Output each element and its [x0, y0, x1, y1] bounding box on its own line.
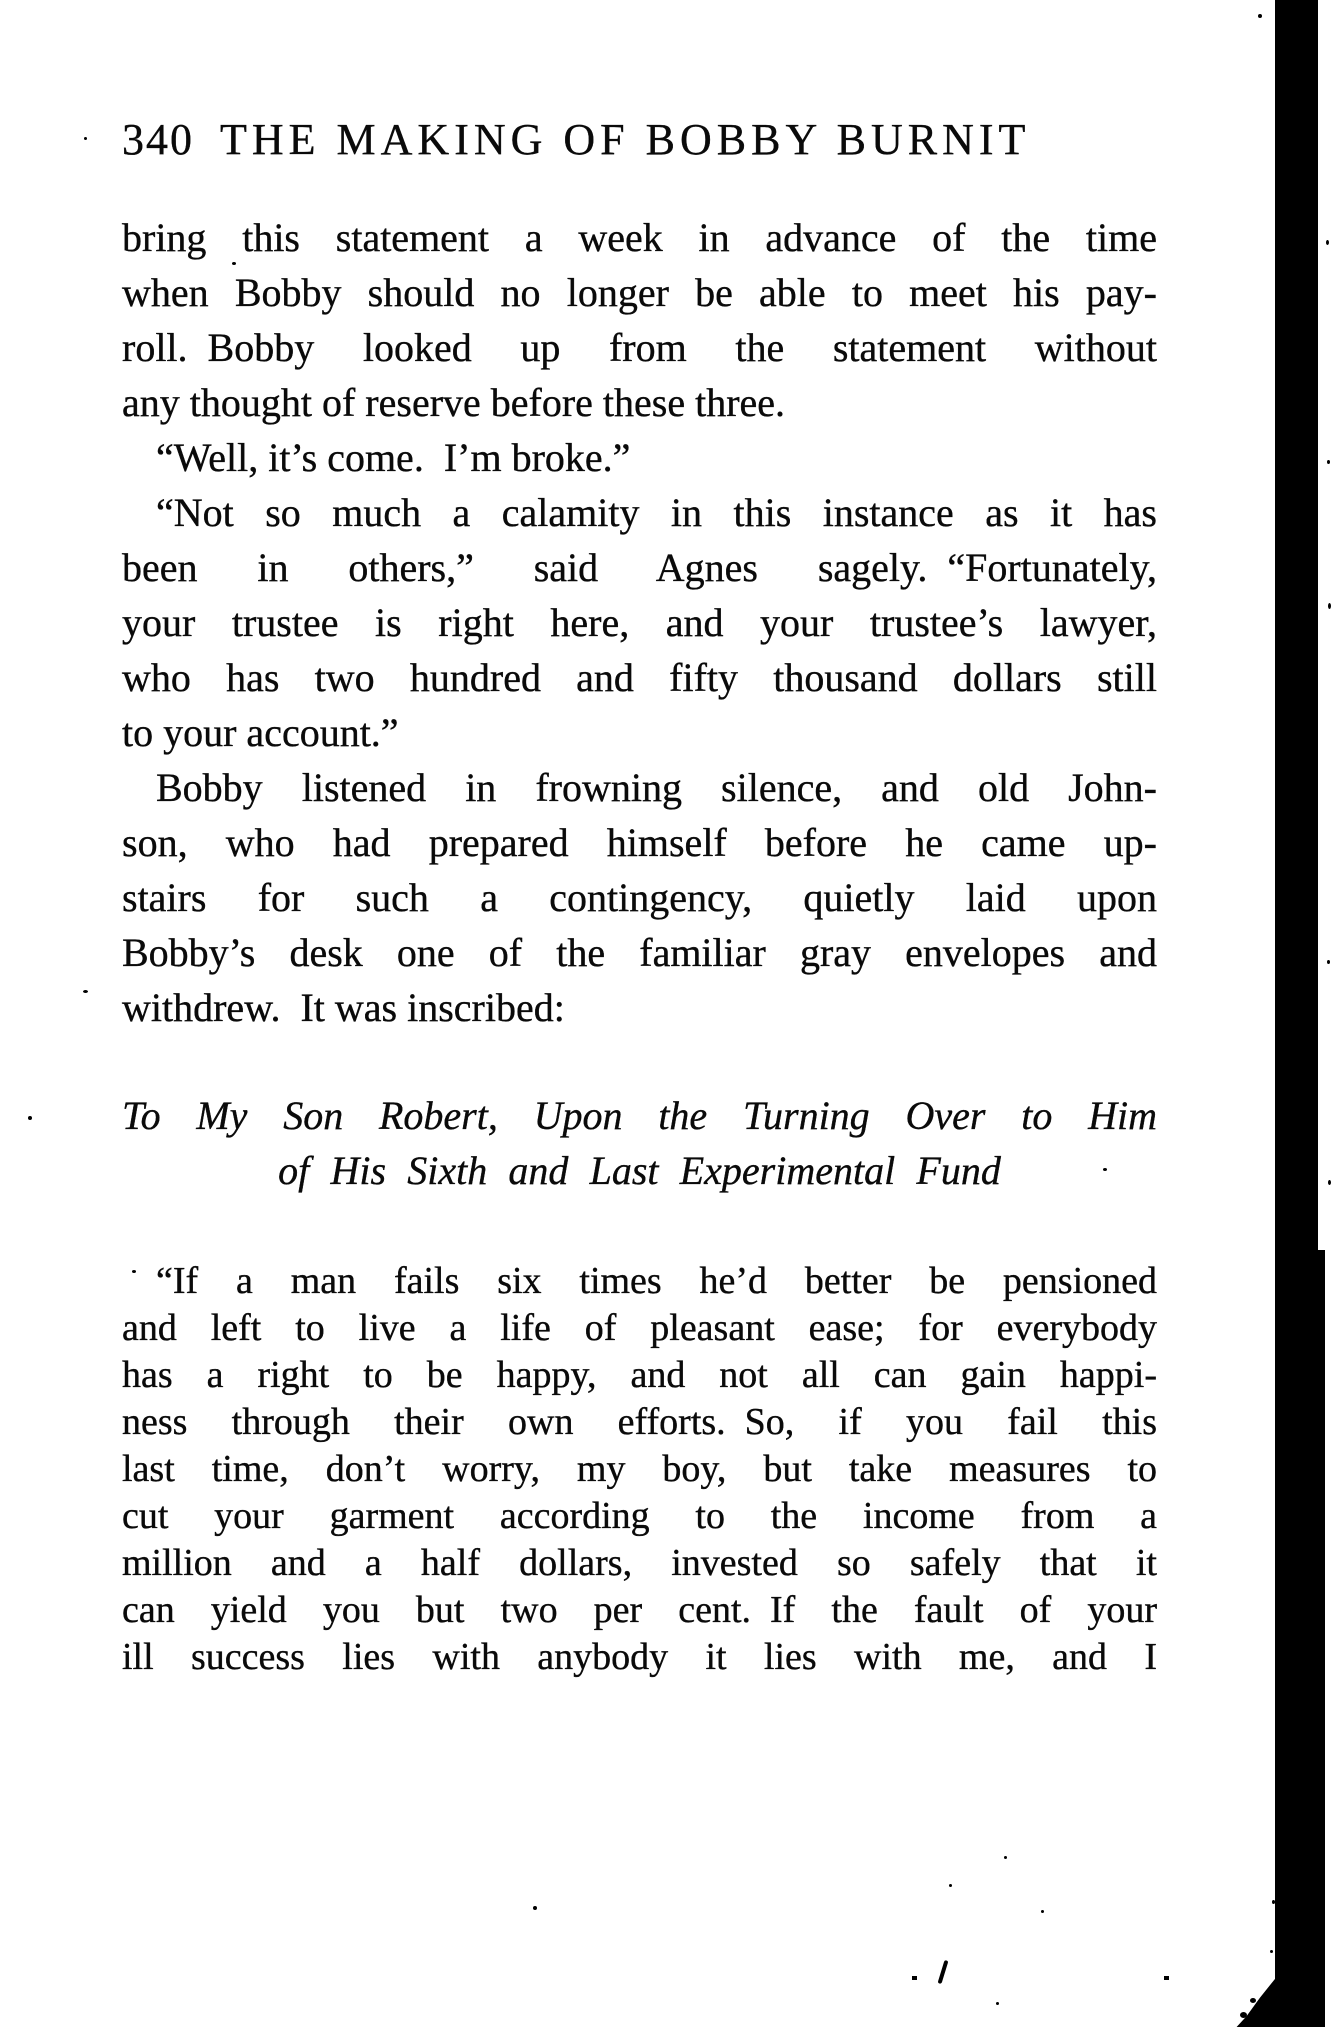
text-line: “Well, it’s come. I’m broke.”: [156, 435, 631, 480]
letter-inscription: [122, 1088, 1157, 1198]
scan-speck: [949, 1884, 952, 1887]
text-line: Bobby listened in frowning silence, and old John-: [156, 765, 1157, 810]
scan-speck: [1327, 960, 1330, 964]
scan-speck: [1041, 1910, 1044, 1913]
page-number: 340: [122, 115, 194, 164]
text-line: cut your garment according to the income from a: [122, 1495, 1157, 1537]
stray-backslash-mark: [938, 1960, 949, 1984]
text-line: and left to live a life of pleasant ease; for everybody: [122, 1307, 1157, 1349]
text-line: has a right to be happy, and not all can gain happi-: [122, 1354, 1157, 1396]
scan-speck: [232, 262, 236, 265]
running-header: [122, 114, 1157, 165]
scan-speck: [84, 137, 87, 140]
text-line: roll. Bobby looked up from the statement without: [122, 325, 1157, 370]
scan-speck: [1250, 1998, 1256, 2003]
text-line: “If a man fails six times he’d better be pensioned: [156, 1260, 1157, 1302]
text-line: any thought of reserve before these three.: [122, 380, 786, 425]
scan-speck: [1103, 1168, 1107, 1171]
text-line: bring this statement a week in advance of the time: [122, 215, 1157, 260]
text-line: when Bobby should no longer be able to meet his pay-: [122, 270, 1157, 315]
paragraph-body: [122, 210, 1157, 1035]
text-line: son, who had prepared himself before he came up-: [122, 820, 1157, 865]
text-line: to your account.”: [122, 710, 399, 755]
scan-edge-bar: [1275, 0, 1318, 2027]
text-line: can yield you but two per cent. If the fault of your: [122, 1589, 1157, 1631]
scan-speck: [996, 2002, 999, 2005]
scan-speck: [533, 1906, 537, 1910]
inscription-line: To My Son Robert, Upon the Turning Over to Him: [122, 1093, 1157, 1138]
text-line: withdrew. It was inscribed:: [122, 985, 565, 1030]
running-title: THE MAKING OF BOBBY BURNIT: [220, 115, 1031, 164]
text-line: who has two hundred and fifty thousand dollars still: [122, 655, 1157, 700]
scan-edge-bar-widening: [1318, 1250, 1325, 2027]
inscription-line: of His Sixth and Last Experimental Fund: [278, 1148, 1001, 1193]
scan-speck: [28, 1116, 32, 1120]
scan-corner-blob: [1233, 1978, 1278, 2027]
text-line: “Not so much a calamity in this instance as it has: [156, 490, 1157, 535]
paragraph-letter-body: [122, 1258, 1157, 1681]
scan-speck: [1326, 240, 1329, 245]
scan-speck: [132, 1270, 136, 1273]
scan-speck: [912, 1976, 917, 1980]
text-line: stairs for such a contingency, quietly laid upon: [122, 875, 1157, 920]
scan-speck: [1240, 2012, 1247, 2018]
scan-speck: [83, 990, 88, 993]
scan-speck: [1272, 1900, 1275, 1904]
scan-speck: [1258, 14, 1262, 18]
scan-speck: [1004, 1856, 1007, 1859]
scan-speck: [1328, 1180, 1331, 1185]
scan-speck: [1270, 1950, 1273, 1953]
text-line: million and a half dollars, invested so safely that it: [122, 1542, 1157, 1584]
text-line: last time, don’t worry, my boy, but take measures to: [122, 1448, 1157, 1490]
text-line: ness through their own efforts. So, if you fail this: [122, 1401, 1157, 1443]
text-line: been in others,” said Agnes sagely. “Fortunately,: [122, 545, 1157, 590]
scan-speck: [1328, 603, 1331, 609]
text-line: Bobby’s desk one of the familiar gray envelopes and: [122, 930, 1157, 975]
text-line: your trustee is right here, and your trustee’s lawyer,: [122, 600, 1157, 645]
scan-speck: [1164, 1976, 1169, 1980]
text-line: ill success lies with anybody it lies with me, and I: [122, 1636, 1157, 1678]
scan-speck: [1327, 460, 1330, 464]
